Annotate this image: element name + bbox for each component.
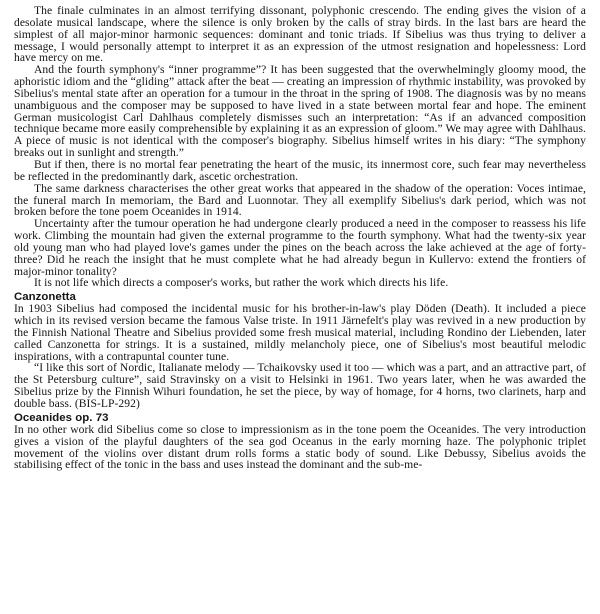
paragraph-inner-programme: And the fourth symphony's “inner programme”? It has been suggested that the overwhelmingly gloomy mood, the aphoristic idiom and the “gliding” attack after the beat — creating an impression of rhythmic instability, was provoked by Sibelius's mental state after an operation for a tumour in the throat in the spring of 1908. The diagnosis was by no means unambiguous and the composer may be supposed to have lived in a state between mortal fear and hope. The eminent German musicologist Carl Dahlhaus completely dismisses such an interpretation: “As if an advanced composition technique became more easily comprehensible by explaining it as an expression of gloom.” We may agree with Dahlhaus. A piece of music is not identical with the composer's biography. Sibelius himself writes in his diary: “The symphony breaks out in sunlight and strength.” (14, 63, 586, 160)
paragraph-finale: The finale culminates in an almost terrifying dissonant, polyphonic crescendo. The ending gives the vision of a desolate musical landscape, where the silence is only broken by the calls of stray birds. In the last bars are heard the simplest of all major-minor harmonic sequences: dominant and tonic triads. If Sibelius was thus trying to deliver a message, I would personally attempt to interpret it as an expression of the utmost resignation and hopelessness: Lord have mercy on me. (14, 4, 586, 65)
section-canzonetta (14, 291, 586, 410)
paragraph-uncertainty: Uncertainty after the tumour operation he had undergone clearly produced a need in the composer to reassess his life work. Climbing the mountain had given the external programme to the fourth symphony. What had the twenty-six year old young man who had played love's games under the pines on the beach across the lake achieved at the age of forty-three? Did he reach the insight that he must complete what he had already begun in Kullervo: extend the frontiers of major-minor tonality? (14, 217, 586, 278)
section-heading-canzonetta: Canzonetta (14, 291, 76, 304)
paragraph-stravinsky-quote: “I like this sort of Nordic, Italianate melody — Tchaikovsky used it too — which was a part, and an attractive part, of the St Petersburg culture”, said Stravinsky on a visit to Helsinki in 1961. Two years later, when he was awarded the Sibelius prize by the Finnish Wihuri foundation, he set the piece, by way of homage, for 4 horns, two clarinets, harp and double bass. (BIS-LP-292) (14, 361, 586, 410)
paragraph-life-directs: It is not life which directs a composer's works, but rather the work which directs his life. (34, 276, 449, 290)
paragraph-mortal-fear: But if then, there is no mortal fear penetrating the heart of the music, its innermost core, such fear may nevertheless be reflected in the predominantly dark, ascetic orchestration. (14, 157, 586, 183)
paragraph-canzonetta-history: In 1903 Sibelius had composed the incidental music for his brother-in-law's play Döden (Death). It included a piece which in its revised version became the famous Valse triste. In 1911 Järnefelt's play was revived in a new production by the Finnish National Theatre and Sibelius provided some fresh musical material, including Rondino der Liebenden, later called Canzonetta for strings. It is a sustained, mildly melancholy piece, one of Sibelius's most beautiful melodic inspirations, with a contrapuntal counter tune. (14, 302, 586, 363)
paragraph-darkness: The same darkness characterises the other great works that appeared in the shadow of the operation: Voces intimae, the funeral march In memoriam, the Bard and Luonnotar. They all exemplify Sibelius's dark period, which was not broken before the tone poem Oceanides in 1914. (14, 181, 586, 219)
body-text (14, 5, 586, 289)
section-oceanides (14, 412, 586, 471)
section-heading-oceanides: Oceanides op. 73 (14, 411, 109, 424)
paragraph-oceanides: In no other work did Sibelius come so close to impressionism as in the tone poem the Oceanides. The very introduction gives a vision of the playful daughters of the sea god Oceanus in the early morning haze. The polyphonic triplet movement of the violins over distant drum rolls forms a static body of sound. Like Debussy, Sibelius avoids the stabilising effect of the tonic in the bass and uses instead the dominant and the sub-me- (14, 422, 586, 472)
